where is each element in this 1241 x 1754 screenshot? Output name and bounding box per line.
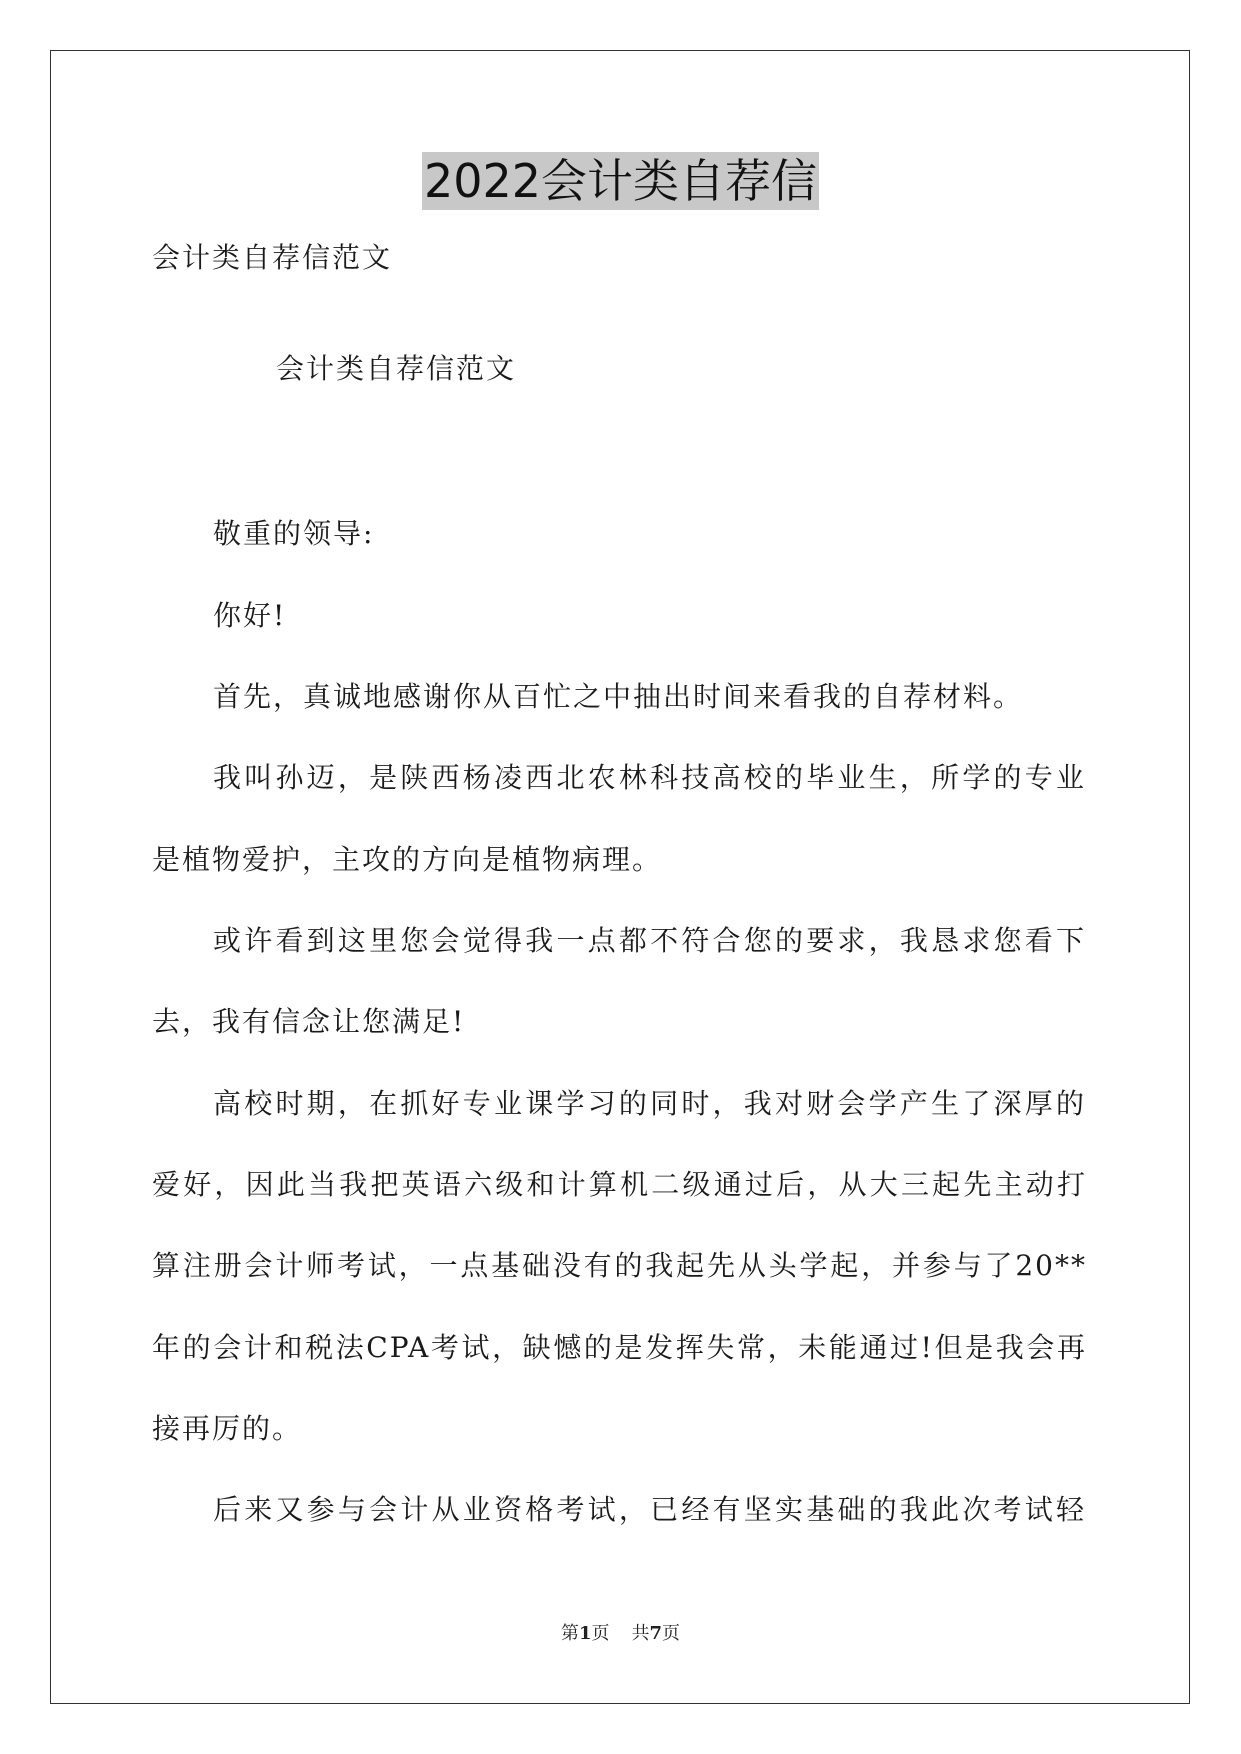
paragraph-line: 高校时期，在抓好专业课学习的同时，我对财会学产生了深厚的	[213, 1087, 1086, 1120]
total-suffix: 页	[662, 1623, 681, 1644]
page-suffix: 页	[591, 1623, 610, 1644]
paragraph-line: 首先，真诚地感谢你从百忙之中抽出时间来看我的自荐材料。	[213, 680, 1024, 713]
paragraph-line: 接再厉的。	[152, 1412, 303, 1445]
paragraph-line: 是植物爱护，主攻的方向是植物病理。	[152, 843, 663, 876]
paragraph-line: 后来又参与会计从业资格考试，已经有坚实基础的我此次考试轻	[213, 1493, 1086, 1526]
paragraph-line: 或许看到这里您会觉得我一点都不符合您的要求，我恳求您看下	[213, 924, 1086, 957]
paragraph-line: 我叫孙迈，是陕西杨凌西北农林科技高校的毕业生，所学的专业	[213, 761, 1086, 794]
page-prefix: 第	[560, 1623, 579, 1644]
total-prefix: 共	[631, 1623, 650, 1644]
paragraph-line: 年的会计和税法CPA考试，缺憾的是发挥失常，未能通过!但是我会再	[152, 1331, 1087, 1364]
title-container	[0, 152, 1241, 210]
paragraph-line: 爱好，因此当我把英语六级和计算机二级通过后，从大三起先主动打	[152, 1168, 1087, 1201]
salutation: 敬重的领导:	[213, 517, 375, 550]
paragraph-line: 去，我有信念让您满足!	[152, 1005, 466, 1038]
subtitle-line: 会计类自荐信范文	[152, 241, 393, 274]
page-footer	[0, 1622, 1241, 1646]
total-pages: 7	[649, 1623, 663, 1644]
paragraph-line: 算注册会计师考试，一点基础没有的我起先从头学起，并参与了20**	[152, 1249, 1087, 1282]
page-number: 1	[578, 1623, 592, 1644]
subtitle-line-indented: 会计类自荐信范文	[276, 352, 517, 385]
greeting: 你好!	[213, 599, 287, 632]
document-title: 2022会计类自荐信	[423, 154, 818, 208]
